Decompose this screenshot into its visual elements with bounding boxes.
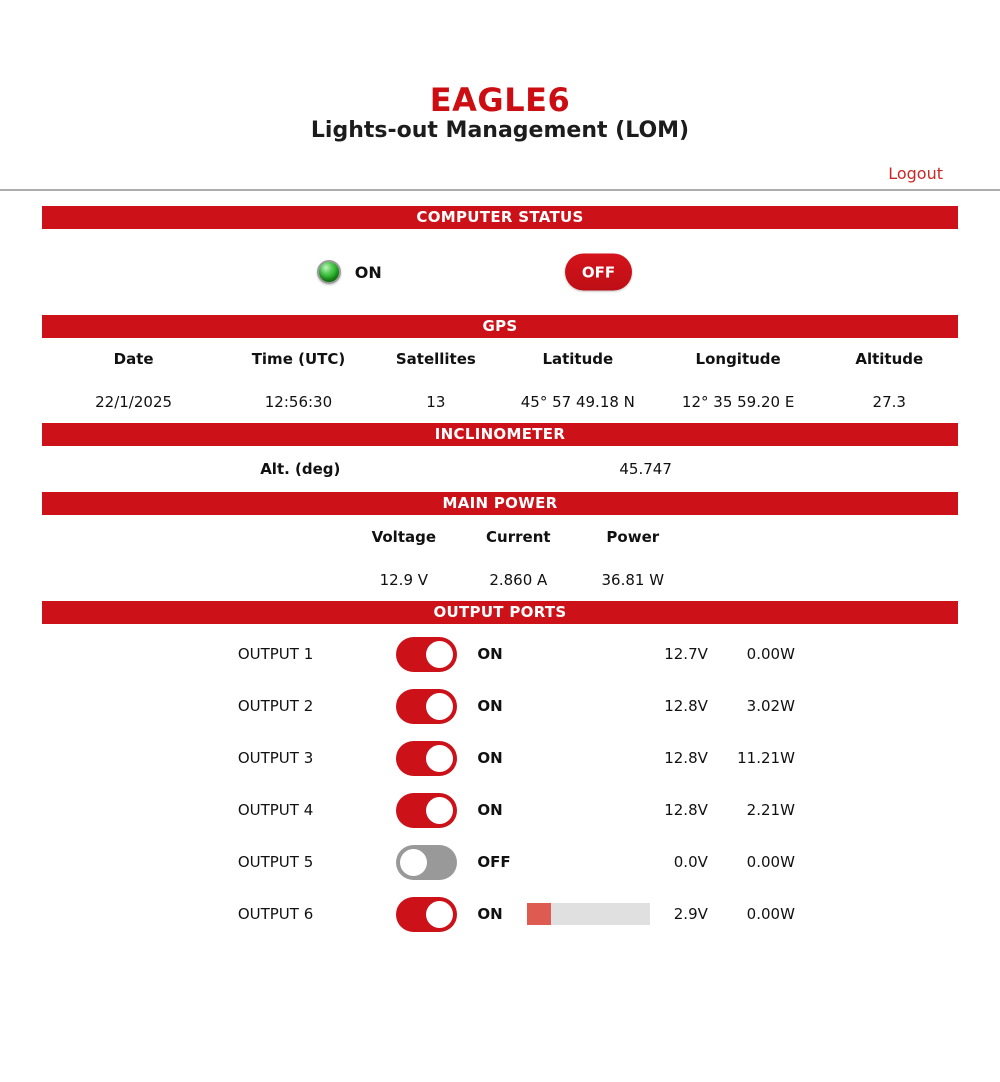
logout-row	[0, 164, 1000, 183]
output-ports-banner: OUTPUT PORTS	[42, 601, 958, 624]
output-6-state: ON	[477, 905, 503, 923]
computer-status-led-group	[317, 260, 382, 284]
output-6-voltage: 2.9V	[673, 905, 708, 923]
output-4-state: ON	[477, 801, 503, 819]
toggle-knob	[426, 693, 453, 720]
output-row-6	[42, 888, 958, 940]
gps-col-longitude: Longitude	[695, 350, 781, 368]
output-2-label: OUTPUT 2	[237, 697, 314, 715]
toggle-knob	[400, 849, 427, 876]
gps-header-row	[42, 338, 958, 380]
gps-col-latitude: Latitude	[542, 350, 614, 368]
gps-col-time: Time (UTC)	[251, 350, 346, 368]
output-6-label: OUTPUT 6	[237, 905, 314, 923]
output-5-power: 0.00W	[746, 853, 795, 871]
power-off-button[interactable]: OFF	[565, 254, 632, 291]
power-power-value: 36.81 W	[601, 570, 665, 589]
output-3-label: OUTPUT 3	[237, 749, 314, 767]
inclinometer-alt-label: Alt. (deg)	[260, 460, 341, 478]
output-5-voltage: 0.0V	[673, 853, 708, 871]
toggle-knob	[426, 797, 453, 824]
output-4-toggle[interactable]	[396, 793, 457, 828]
gps-col-altitude: Altitude	[855, 350, 924, 368]
output-3-power: 11.21W	[737, 749, 795, 767]
gps-time-value: 12:56:30	[264, 392, 333, 411]
output-4-voltage: 12.8V	[664, 801, 708, 819]
output-1-label: OUTPUT 1	[237, 645, 314, 663]
main-content	[42, 206, 958, 940]
spacer	[42, 515, 326, 558]
gps-date-value: 22/1/2025	[95, 392, 173, 411]
spacer	[711, 558, 958, 601]
page-title: EAGLE6	[429, 81, 571, 119]
computer-status-banner: COMPUTER STATUS	[42, 206, 958, 229]
output-1-state: ON	[477, 645, 503, 663]
power-col-current: Current	[486, 527, 551, 546]
output-2-voltage: 12.8V	[664, 697, 708, 715]
main-power-header-row	[42, 515, 958, 558]
output-5-toggle[interactable]	[396, 845, 457, 880]
toggle-knob	[426, 745, 453, 772]
power-led-icon	[317, 260, 341, 284]
page-subtitle: Lights-out Management (LOM)	[310, 118, 690, 143]
output-6-power: 0.00W	[746, 905, 795, 923]
logout-link[interactable]: Logout	[888, 164, 943, 183]
output-row-2	[42, 680, 958, 732]
gps-col-satellites: Satellites	[395, 350, 476, 368]
gps-banner: GPS	[42, 315, 958, 338]
output-row-1	[42, 628, 958, 680]
progress-bar-fill	[527, 903, 550, 925]
output-row-3	[42, 732, 958, 784]
inclinometer-row	[42, 446, 958, 492]
output-3-toggle[interactable]	[396, 741, 457, 776]
output-5-label: OUTPUT 5	[237, 853, 314, 871]
header-divider	[0, 189, 1000, 191]
output-5-state: OFF	[477, 853, 511, 871]
progress-bar-track	[527, 903, 650, 925]
gps-satellites-value: 13	[426, 392, 446, 411]
inclinometer-alt-value: 45.747	[619, 460, 672, 478]
power-current-value: 2.860 A	[489, 570, 548, 589]
output-3-voltage: 12.8V	[664, 749, 708, 767]
power-col-voltage: Voltage	[371, 527, 437, 546]
output-row-5	[42, 836, 958, 888]
gps-longitude-value: 12° 35 59.20 E	[681, 392, 795, 411]
output-6-progress-bar	[527, 903, 650, 925]
main-power-banner: MAIN POWER	[42, 492, 958, 515]
output-1-toggle[interactable]	[396, 637, 457, 672]
output-1-power: 0.00W	[746, 645, 795, 663]
output-3-state: ON	[477, 749, 503, 767]
power-voltage-value: 12.9 V	[379, 570, 429, 589]
power-col-power: Power	[606, 527, 660, 546]
output-2-toggle[interactable]	[396, 689, 457, 724]
output-2-state: ON	[477, 697, 503, 715]
spacer	[42, 558, 326, 601]
spacer	[711, 515, 958, 558]
computer-status-state: ON	[354, 262, 382, 282]
output-1-voltage: 12.7V	[664, 645, 708, 663]
output-4-label: OUTPUT 4	[237, 801, 314, 819]
gps-latitude-value: 45° 57 49.18 N	[520, 392, 635, 411]
output-row-4	[42, 784, 958, 836]
gps-value-row	[42, 380, 958, 423]
output-2-power: 3.02W	[746, 697, 795, 715]
output-6-toggle[interactable]	[396, 897, 457, 932]
gps-col-date: Date	[113, 350, 154, 368]
inclinometer-banner: INCLINOMETER	[42, 423, 958, 446]
output-4-power: 2.21W	[746, 801, 795, 819]
main-power-value-row	[42, 558, 958, 601]
computer-status-body	[42, 229, 958, 315]
toggle-knob	[426, 641, 453, 668]
page-header	[0, 82, 1000, 191]
toggle-knob	[426, 901, 453, 928]
gps-altitude-value: 27.3	[872, 392, 906, 411]
